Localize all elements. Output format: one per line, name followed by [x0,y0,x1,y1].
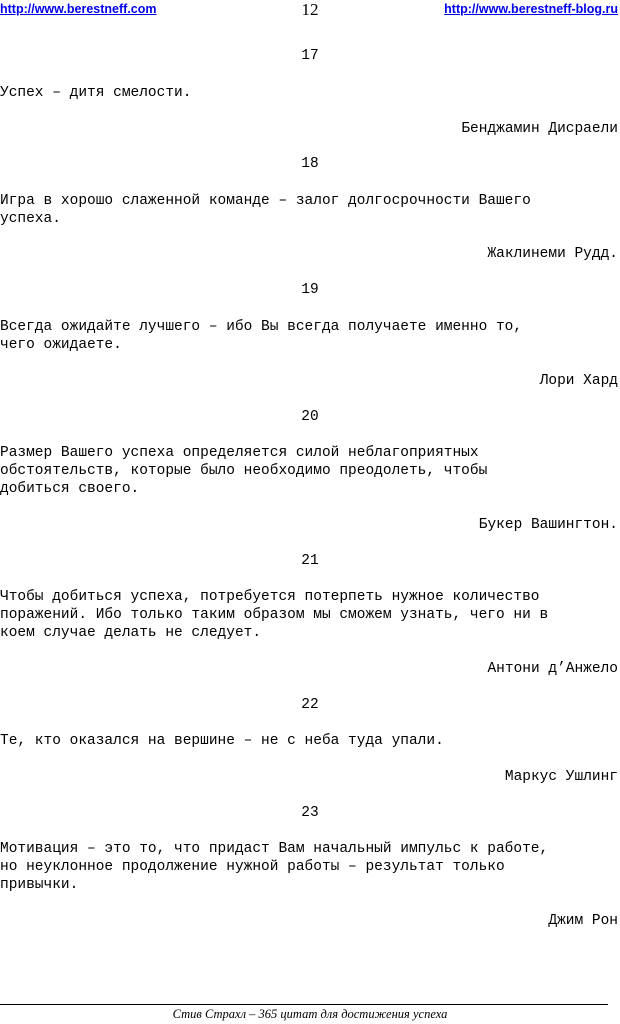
quote-text [0,840,620,894]
quote-author: Букер Вашингтон. [478,517,618,533]
quote-text [0,84,620,102]
quote-number: 20 [301,409,319,425]
quote-author: Маркус Ушлинг [504,769,618,785]
quote-line: привычки. [0,877,79,893]
quote-author: Бенджамин Дисраели [461,121,618,137]
quote-author: Антони д’Анжело [487,661,618,677]
quote-text [0,318,620,354]
quote-text [0,588,620,642]
quote-number: 19 [301,282,319,298]
quote-text [0,732,620,750]
quote-line: Мотивация – это то, что придаст Вам начальный импульс к работе, [0,841,549,857]
page-number: 12 [301,0,319,19]
header-link-left[interactable]: http://www.berestneff.com [0,2,157,16]
quote-number: 18 [301,156,319,172]
quote-line: Размер Вашего успеха определяется силой неблагоприятных [0,445,479,461]
quote-number: 21 [301,553,319,569]
quote-line: чего ожидаете. [0,337,122,353]
quote-line: Всегда ожидайте лучшего – ибо Вы всегда получаете именно то, [0,319,523,335]
quote-text [0,444,620,498]
footer-divider [0,1004,608,1005]
quote-line: но неуклонное продолжение нужной работы – результат только [0,859,505,875]
quote-line: успеха. [0,211,61,227]
quote-author: Жаклинеми Рудд. [487,246,618,262]
quote-line: Успех – дитя смелости. [0,85,192,101]
page-header [0,0,620,20]
header-link-right[interactable]: http://www.berestneff-blog.ru [444,2,618,16]
quote-line: добиться своего. [0,481,140,497]
quote-text [0,192,620,228]
quote-author: Лори Хард [539,373,618,389]
quote-line: поражений. Ибо только таким образом мы сможем узнать, чего ни в [0,607,549,623]
quote-line: коем случае делать не следует. [0,625,262,641]
quote-line: обстоятельств, которые было необходимо преодолеть, чтобы [0,463,488,479]
quote-number: 17 [301,48,319,64]
quote-number: 23 [301,805,319,821]
quote-line: Те, кто оказался на вершине – не с неба туда упали. [0,733,444,749]
footer-title: Стив Страхл – 365 цитат для достижения успеха [172,1007,448,1021]
quote-number: 22 [301,697,319,713]
quote-author: Джим Рон [548,913,618,929]
quote-line: Чтобы добиться успеха, потребуется потерпеть нужное количество [0,589,540,605]
quote-line: Игра в хорошо слаженной команде – залог долгосрочности Вашего [0,193,531,209]
